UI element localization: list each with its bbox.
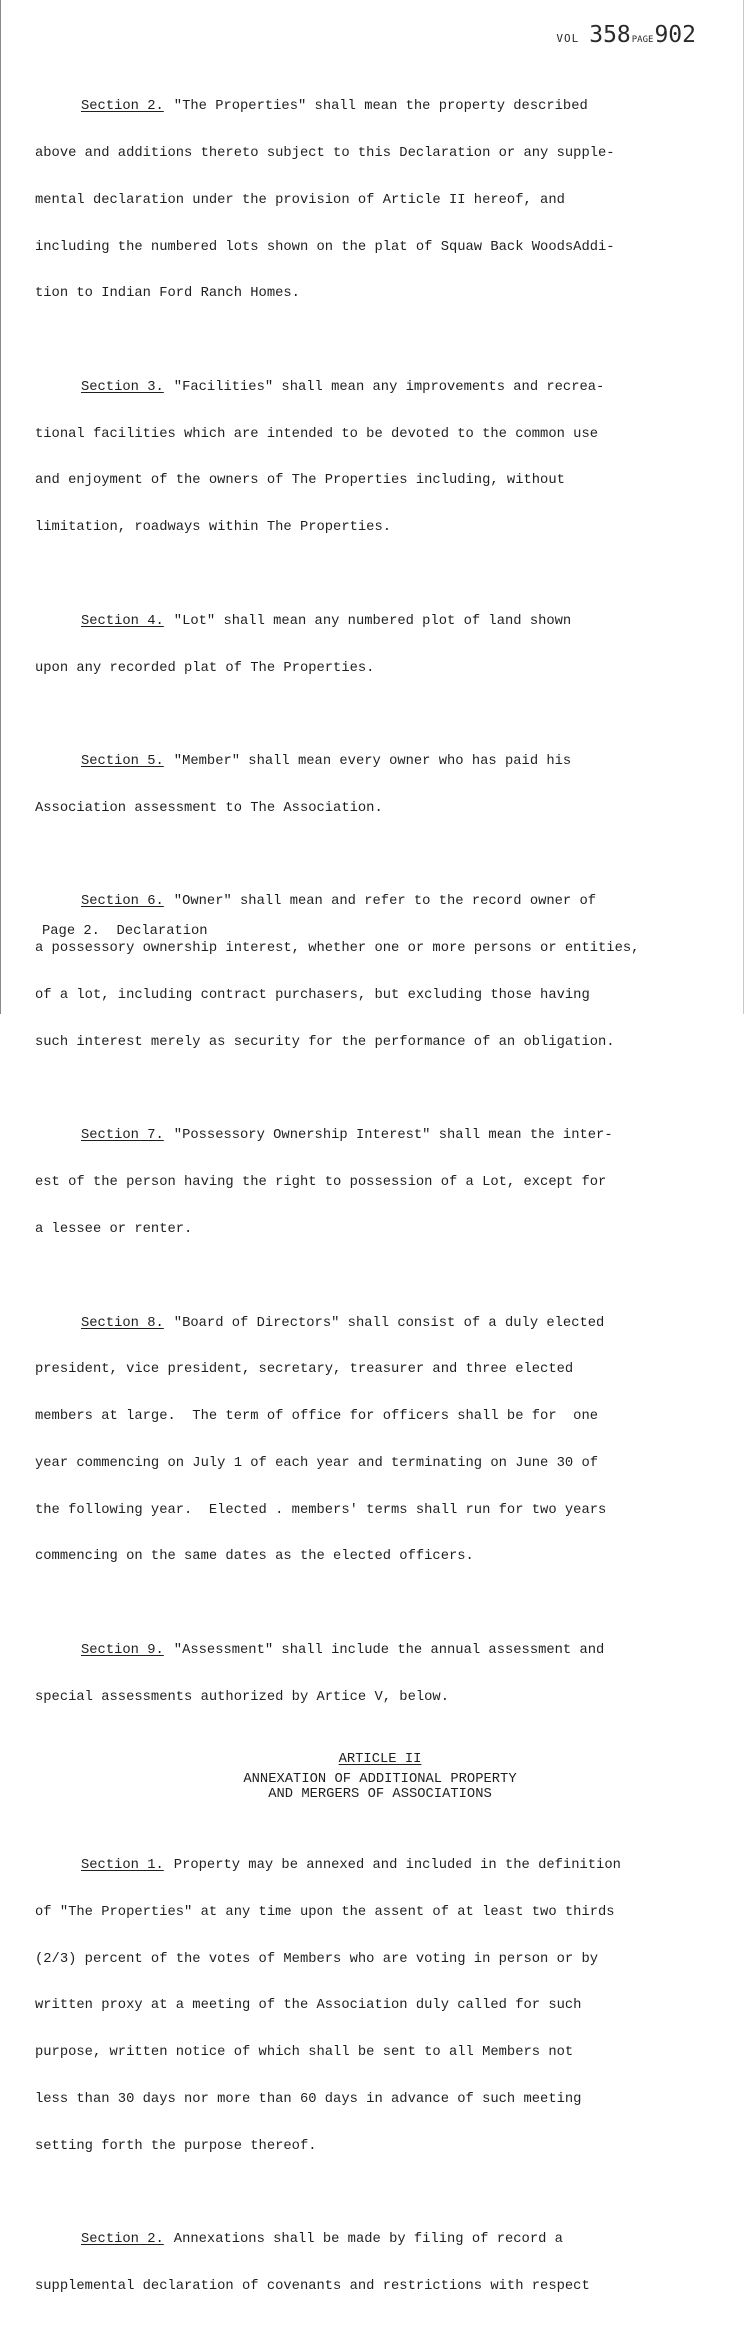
section-5-label: Section 5. [81,754,164,770]
section-8-paragraph: Section 8. "Board of Directors" shall consist of a duly elected president, vice president, secretary, treasurer and three elected members at large. The term of office for officers shall be for one year commencing on July 1 of each year and terminating on June 30 of the following year. Elected . members' terms shall run for two years commencing on the same dates as the elected officers. [35,1315,607,1565]
stamp-vol: VOL [556,32,580,45]
section-8-label: Section 8. [81,1315,164,1331]
article-2-section-1-paragraph: Section 1. Property may be annexed and included in the definition of "The Properties" at any time upon the assent of at least two thirds (2/3) percent of the votes of Members who are voting in person or by written proxy at a meeting of the Association duly called for such purpose, written notice of which shall be sent to all Members not less than 30 days nor more than 60 days in advance of such meeting setting forth the purpose thereof. [35,1858,621,2154]
stamp-page-label: PAGE [631,35,654,45]
spacer [35,1803,725,1827]
section-2-paragraph: Section 2. "The Properties" shall mean the property described above and additions thereto subject to this Declaration or any supple- mental declaration under the provision of Article II hereof, and including the numbered lots shown on the plat of Squaw Back WoodsAddi- tion to Indian Ford Ranch Homes. [35,99,615,302]
article-2-subtitle-1: ANNEXATION OF ADDITIONAL PROPERTY [243,1771,517,1787]
section-6-label: Section 6. [81,894,164,910]
section-6-paragraph: Section 6. "Owner" shall mean and refer to the record owner of a possessory ownership interest, whether one or more persons or entities, of a lot, including contract purchasers, but excluding those having such interest merely as security for the performance of an obligation. [35,894,640,1050]
section-4-label: Section 4. [81,613,164,629]
section-2-label: Section 2. [81,99,164,115]
article-2-section-2-paragraph: Section 2. Annexations shall be made by filing of record a supplemental declaration of covenants and restrictions with respect [35,2232,590,2295]
section-9-paragraph: Section 9. "Assessment" shall include the annual assessment and special assessments authorized by Artice V, below. [35,1642,605,1705]
stamp-book-number: 358 [589,22,631,48]
section-7-paragraph: Section 7. "Possessory Ownership Interest" shall mean the inter- est of the person having the right to possession of a Lot, except for a lessee or renter. [35,1128,613,1237]
section-4-paragraph: Section 4. "Lot" shall mean any numbered plot of land shown upon any recorded plat of The Properties. [35,613,572,676]
article-2-section-1-label: Section 1. [81,1858,164,1874]
page-left-edge [0,0,1,1014]
section-7-label: Section 7. [81,1128,164,1144]
section-3-paragraph: Section 3. "Facilities" shall mean any improvements and recrea- tional facilities which are intended to be devoted to the common use and enjoyment of the owners of The Properties including, without limitation, roadways within The Properties. [35,379,605,536]
section-9-label: Section 9. [81,1642,164,1658]
section-3-label: Section 3. [81,379,164,395]
stamp-page-number: 902 [654,22,696,48]
page-footer: Page 2. Declaration [42,924,208,939]
article-2-heading [35,1752,725,1803]
article-2-subtitle-2: AND MERGERS OF ASSOCIATIONS [268,1787,492,1803]
section-5-paragraph: Section 5. "Member" shall mean every owner who has paid his Association assessment to The Association. [35,754,572,816]
document-body [35,68,725,2342]
volume-page-stamp [556,22,696,48]
article-2-section-2-label: Section 2. [81,2232,164,2248]
article-2-title: ARTICLE II [338,1752,422,1768]
